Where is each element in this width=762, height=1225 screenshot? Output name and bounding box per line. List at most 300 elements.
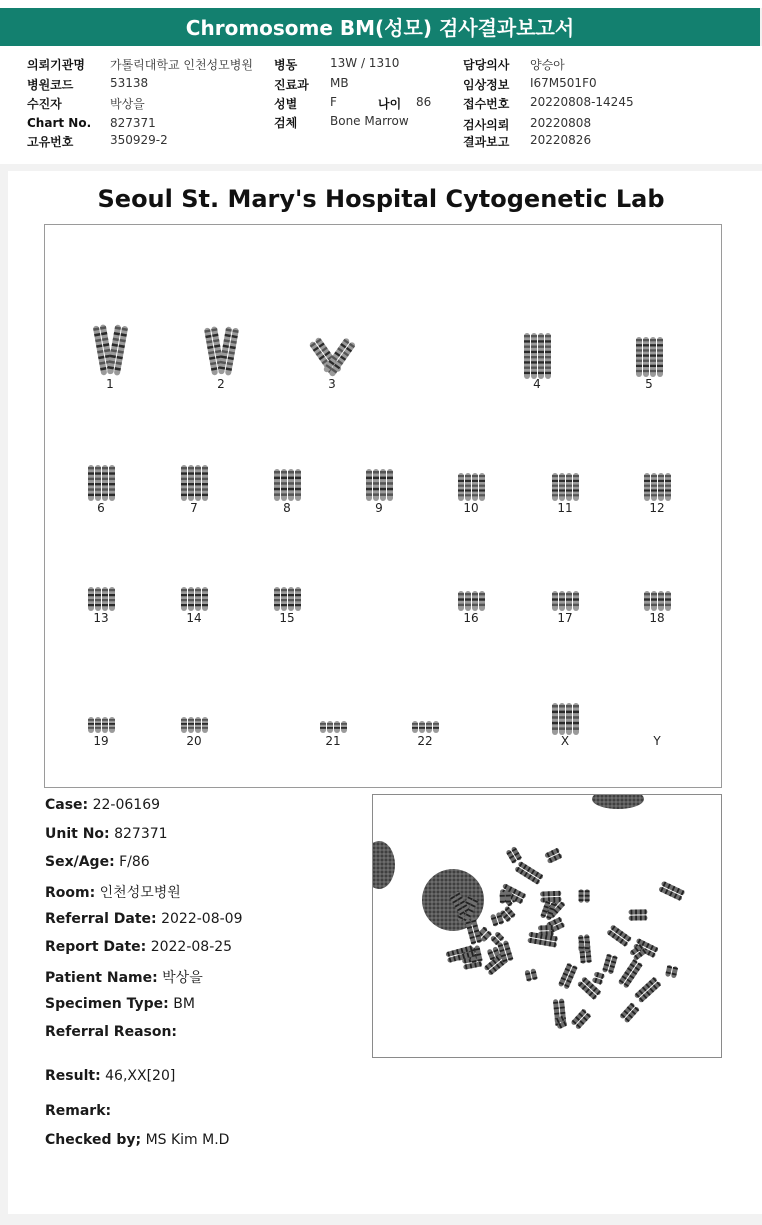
chromosome-band	[566, 475, 572, 477]
chromatid	[88, 465, 101, 501]
case-line	[45, 797, 160, 813]
chromosome-pair-21	[303, 674, 363, 748]
chromatid	[102, 587, 115, 611]
patient-value: 박상을	[162, 970, 203, 986]
chromatid	[88, 587, 101, 611]
info-label: 검체	[274, 116, 298, 130]
info-value: 양승아	[530, 58, 565, 72]
chromosome-band	[479, 485, 485, 487]
chromosome-band	[643, 370, 649, 372]
chromosome-band	[288, 589, 294, 591]
case-value: 22-06169	[92, 797, 161, 813]
chromosome-band	[531, 361, 537, 363]
info-label: 수진자	[27, 97, 62, 111]
case-label: Case:	[45, 797, 89, 813]
chromosome-band	[538, 340, 544, 342]
chromosome-band	[538, 335, 544, 337]
chromosome-band	[465, 604, 471, 606]
chromosome-band	[573, 716, 579, 719]
chromosome-band	[644, 489, 650, 491]
chromosome-band	[559, 705, 565, 708]
chromosome-band	[458, 598, 464, 600]
spread-chromosome	[658, 881, 685, 902]
chromatid-arm	[373, 469, 379, 501]
chromatid-arm	[387, 469, 393, 501]
chromosome-band	[573, 604, 579, 606]
chromosome-band	[566, 494, 572, 496]
chromosome-band	[288, 493, 294, 496]
chromosome-band	[274, 604, 280, 606]
specimen-line	[45, 996, 195, 1012]
chromosome-band	[472, 485, 478, 487]
chromatid	[524, 333, 537, 379]
info-label: 결과보고	[463, 135, 510, 149]
info-value: 827371	[110, 116, 156, 130]
info-label: 성별	[274, 97, 298, 111]
chromosome-band	[665, 480, 671, 482]
chromosome-band	[573, 593, 579, 595]
chromatid-arm	[573, 703, 579, 735]
chromosome-label: 9	[375, 501, 383, 515]
chromosome-band	[552, 480, 558, 482]
spread-chromosome	[558, 962, 578, 989]
chromatid	[658, 591, 671, 611]
chromosome-band	[188, 467, 194, 469]
chromatid	[426, 721, 439, 733]
chromatid	[181, 465, 194, 501]
chromosome-band	[88, 599, 94, 601]
chromosome-band	[559, 494, 565, 496]
chromosome-band	[295, 477, 301, 480]
chromosome-pair-1	[80, 317, 140, 391]
sexage-line	[45, 854, 150, 870]
chromosome-band	[188, 494, 194, 496]
chromosome-pair-drawing	[80, 317, 140, 383]
spread-band	[631, 910, 633, 915]
chromatid	[552, 473, 565, 501]
chromosome-band	[95, 594, 101, 596]
patient-info-panel	[0, 46, 762, 164]
chromosome-label: 21	[325, 734, 341, 748]
report-title: Chromosome BM(성모) 검사결과보고서	[0, 8, 760, 46]
chromosome-pair-3	[302, 317, 362, 391]
chromosome-band	[195, 478, 201, 480]
chromosome-band	[552, 485, 558, 487]
chromosome-band	[643, 349, 649, 351]
chromosome-band	[109, 478, 115, 480]
chromosome-pair-7	[164, 441, 224, 515]
spread-chromosome	[490, 931, 505, 946]
chromosome-pair-drawing	[164, 441, 224, 507]
chromosome-band	[195, 483, 201, 485]
chromosome-band	[651, 593, 657, 595]
chromosome-band	[538, 356, 544, 358]
chromosome-band	[109, 599, 115, 601]
chromatid	[566, 703, 579, 735]
chromosome-band	[426, 723, 432, 725]
chromosome-band	[651, 489, 657, 491]
chromosome-band	[545, 351, 551, 353]
chromosome-band	[341, 727, 347, 729]
chromosome-band	[531, 335, 537, 337]
chromosome-band	[650, 370, 656, 372]
info-value: 20220808-14245	[530, 95, 634, 109]
chromosome-label: X	[560, 734, 570, 748]
chromosome-band	[387, 488, 393, 491]
spread-band	[500, 901, 505, 903]
chromosome-band	[195, 727, 201, 729]
chromosome-pair-drawing	[191, 317, 251, 383]
chromosome-band	[366, 482, 372, 485]
chromosome-band	[188, 604, 194, 606]
chromosome-pair-drawing	[535, 551, 595, 617]
chromatid	[334, 721, 347, 733]
chromosome-pair-drawing	[395, 674, 455, 740]
chromosome-pair-9	[349, 441, 409, 515]
chromosome-band	[320, 723, 326, 725]
chromosome-label: 3	[328, 377, 336, 391]
chromatid-arm	[380, 469, 386, 501]
chromosome-band	[195, 494, 201, 496]
chromatid	[650, 337, 663, 377]
chromatid-arm	[472, 473, 478, 501]
chromosome-pair-drawing	[507, 317, 567, 383]
chromosome-band	[524, 361, 530, 363]
chromosome-band	[458, 494, 464, 496]
chromosome-band	[95, 483, 101, 485]
chromosome-band	[636, 344, 642, 346]
info-value: 20220826	[530, 133, 592, 147]
chromosome-pair-20	[164, 674, 224, 748]
chromosome-band	[288, 477, 294, 480]
chromosome-band	[195, 723, 201, 725]
chromosome-band	[109, 488, 115, 490]
chromosome-band	[657, 354, 663, 356]
chromosome-band	[419, 727, 425, 729]
chromosome-band	[651, 485, 657, 487]
chromosome-pair-19	[71, 674, 131, 748]
chromatid-arm	[658, 473, 664, 501]
spread-band	[551, 931, 553, 936]
chromosome-band	[643, 339, 649, 341]
chromosome-band	[380, 488, 386, 491]
chromosome-band	[657, 349, 663, 351]
chromosome-band	[479, 598, 485, 600]
chromosome-band	[658, 593, 664, 595]
chromosome-band	[531, 367, 537, 369]
chromosome-band	[433, 727, 439, 729]
chromosome-band	[274, 471, 280, 474]
chromosome-band	[524, 340, 530, 342]
chromosome-band	[531, 372, 537, 374]
chromosome-band	[334, 727, 340, 729]
chromosome-band	[636, 365, 642, 367]
spread-band	[631, 916, 633, 921]
chromosome-band	[552, 489, 558, 491]
chromosome-band	[188, 483, 194, 485]
chromatid	[472, 473, 485, 501]
chromosome-band	[288, 488, 294, 491]
chromosome-band	[665, 598, 671, 600]
chromosome-band	[188, 599, 194, 601]
chromatid	[195, 587, 208, 611]
chromosome-band	[102, 488, 108, 490]
room-value: 인천성모병원	[99, 885, 181, 901]
chromosome-band	[188, 723, 194, 725]
chromosome-band	[95, 589, 101, 591]
reason-line	[45, 1024, 177, 1040]
lab-title: Seoul St. Mary's Hospital Cytogenetic Lab	[97, 185, 665, 213]
chromosome-band	[195, 488, 201, 490]
chromosome-band	[479, 593, 485, 595]
chromosome-band	[566, 480, 572, 482]
chromosome-band	[573, 722, 579, 725]
chromosome-band	[426, 727, 432, 729]
chromosome-band	[188, 488, 194, 490]
chromosome-band	[202, 478, 208, 480]
chromosome-band	[650, 365, 656, 367]
remark-line	[45, 1103, 111, 1119]
chromosome-band	[88, 494, 94, 496]
chromosome-band	[465, 489, 471, 491]
chromosome-band	[195, 719, 201, 721]
chromosome-band	[181, 478, 187, 480]
chromosome-band	[202, 604, 208, 606]
chromosome-band	[181, 599, 187, 601]
chromosome-band	[102, 472, 108, 474]
info-label: 고유번호	[27, 135, 74, 149]
spread-band	[635, 916, 637, 921]
chromosome-band	[281, 589, 287, 591]
chromosome-pair-11	[535, 441, 595, 515]
chromatid	[412, 721, 425, 733]
chromosome-band	[95, 727, 101, 729]
info-label: 담당의사	[463, 58, 510, 72]
chromosome-band	[559, 593, 565, 595]
chromosome-pair-x	[535, 674, 595, 748]
chromatid	[566, 473, 579, 501]
chromatid-arm	[288, 469, 294, 501]
metaphase-spread-drawing	[373, 795, 721, 1057]
specimen-label: Specimen Type:	[45, 996, 169, 1012]
chromosome-pair-18	[627, 551, 687, 625]
nucleus-blob	[592, 795, 644, 809]
chromosome-band	[102, 589, 108, 591]
chromosome-pair-drawing	[441, 551, 501, 617]
chromosome-band	[472, 494, 478, 496]
chromosome-band	[458, 604, 464, 606]
chromosome-label: 4	[533, 377, 541, 391]
spread-chromosome	[544, 847, 563, 864]
chromosome-band	[281, 493, 287, 496]
info-value: Bone Marrow	[330, 114, 409, 128]
chromosome-band	[188, 727, 194, 729]
chromosome-band	[559, 716, 565, 719]
chromatid	[380, 469, 393, 501]
chromosome-pair-drawing	[71, 674, 131, 740]
chromosome-band	[295, 482, 301, 485]
chromosome-band	[295, 471, 301, 474]
chromatid	[274, 587, 287, 611]
spread-band	[645, 915, 647, 920]
chromosome-band	[552, 716, 558, 719]
chromosome-band	[102, 599, 108, 601]
chromatid	[181, 717, 194, 733]
chromosome-band	[188, 719, 194, 721]
chromosome-band	[295, 488, 301, 491]
spread-band	[540, 925, 542, 930]
info-value: 박상을	[110, 97, 145, 111]
chromosome-band	[559, 722, 565, 725]
chromosome-label: 22	[417, 734, 433, 748]
spread-chromosome	[524, 968, 537, 982]
unit-label: Unit No:	[45, 826, 110, 842]
spread-band	[585, 895, 590, 897]
chromosome-band	[373, 477, 379, 480]
unit-value: 827371	[114, 826, 168, 842]
chromosome-band	[644, 604, 650, 606]
info-value: F	[330, 95, 337, 109]
spread-band	[640, 915, 642, 920]
chromosome-band	[181, 594, 187, 596]
chromosome-band	[366, 477, 372, 480]
chromosome-band	[88, 604, 94, 606]
chromosome-band	[95, 478, 101, 480]
result-value: 46,XX[20]	[105, 1068, 176, 1084]
chromosome-band	[643, 360, 649, 362]
chromosome-band	[472, 480, 478, 482]
chromosome-band	[658, 604, 664, 606]
info-value: 350929-2	[110, 133, 168, 147]
chromosome-band	[274, 589, 280, 591]
report-date-value: 2022-08-25	[150, 939, 233, 955]
chromosome-label: 6	[97, 501, 105, 515]
spread-band	[579, 947, 584, 949]
chromosome-band	[643, 354, 649, 356]
chromatid-arm	[566, 703, 572, 735]
unit-line	[45, 826, 168, 842]
chromosome-band	[658, 489, 664, 491]
chromosome-band	[650, 339, 656, 341]
spread-band	[553, 891, 555, 896]
chromosome-band	[636, 360, 642, 362]
chromosome-band	[181, 472, 187, 474]
chromosome-band	[545, 367, 551, 369]
chromosome-band	[181, 488, 187, 490]
chromosome-band	[559, 711, 565, 714]
chromosome-label: 12	[649, 501, 665, 515]
chromosome-pair-22	[395, 674, 455, 748]
chromosome-band	[181, 467, 187, 469]
chromatid-arm	[465, 473, 471, 501]
chromosome-band	[281, 599, 287, 601]
room-line	[45, 882, 181, 902]
spread-band	[543, 897, 545, 902]
chromosome-band	[552, 705, 558, 708]
chromosome-pair-drawing	[71, 551, 131, 617]
chromosome-band	[545, 346, 551, 348]
chromosome-band	[538, 346, 544, 348]
chromosome-band	[188, 478, 194, 480]
chromosome-band	[195, 594, 201, 596]
chromosome-band	[181, 589, 187, 591]
spread-band	[558, 891, 560, 896]
chromosome-band	[202, 494, 208, 496]
chromosome-band	[524, 367, 530, 369]
spread-band	[548, 891, 550, 896]
info-label: 검사의뢰	[463, 118, 510, 132]
spread-chromosome	[592, 971, 605, 985]
chromosome-band	[387, 477, 393, 480]
spread-band	[585, 899, 590, 901]
chromosome-band	[665, 604, 671, 606]
chromosome-label: 1	[106, 377, 114, 391]
info-value: 53138	[110, 76, 149, 90]
chromosome-band	[373, 471, 379, 474]
chromosome-band	[559, 604, 565, 606]
chromosome-band	[465, 480, 471, 482]
chromosome-band	[274, 599, 280, 601]
chromosome-pair-drawing	[164, 674, 224, 740]
chromosome-band	[202, 483, 208, 485]
chromosome-band	[644, 598, 650, 600]
chromatid-arm	[479, 473, 485, 501]
chromosome-spread	[445, 846, 685, 1030]
chromosome-band	[545, 372, 551, 374]
chromosome-label: 19	[93, 734, 109, 748]
chromosome-band	[643, 344, 649, 346]
chromosome-band	[288, 604, 294, 606]
chromosome-pair-drawing	[441, 441, 501, 507]
chromosome-band	[288, 599, 294, 601]
info-label: 병동	[274, 58, 298, 72]
chromosome-band	[373, 482, 379, 485]
chromatid	[88, 717, 101, 733]
chromosome-band	[288, 482, 294, 485]
chromosome-band	[102, 604, 108, 606]
chromosome-band	[412, 723, 418, 725]
chromatid	[288, 587, 301, 611]
chromosome-band	[202, 723, 208, 725]
age-label: 나이	[378, 97, 402, 111]
chromosome-band	[274, 594, 280, 596]
chromatid	[552, 591, 565, 611]
chromosome-band	[188, 589, 194, 591]
chromosome-label: 14	[186, 611, 202, 625]
chromosome-band	[657, 365, 663, 367]
chromosome-band	[545, 361, 551, 363]
info-label: 의뢰기관명	[27, 58, 85, 72]
chromosome-band	[181, 719, 187, 721]
chromosome-band	[95, 599, 101, 601]
chromosome-band	[88, 589, 94, 591]
checked-line	[45, 1132, 229, 1148]
chromosome-band	[657, 360, 663, 362]
chromosome-band	[188, 594, 194, 596]
chromatid	[458, 473, 471, 501]
chromatid	[288, 469, 301, 501]
chromosome-band	[531, 351, 537, 353]
chromosome-band	[88, 488, 94, 490]
chromosome-pair-17	[535, 551, 595, 625]
chromosome-band	[458, 593, 464, 595]
chromosome-band	[95, 604, 101, 606]
chromosome-band	[102, 483, 108, 485]
chromosome-label: Y	[653, 734, 661, 748]
referral-date-value: 2022-08-09	[161, 911, 243, 927]
spread-band	[585, 890, 590, 892]
specimen-value: BM	[173, 996, 195, 1012]
